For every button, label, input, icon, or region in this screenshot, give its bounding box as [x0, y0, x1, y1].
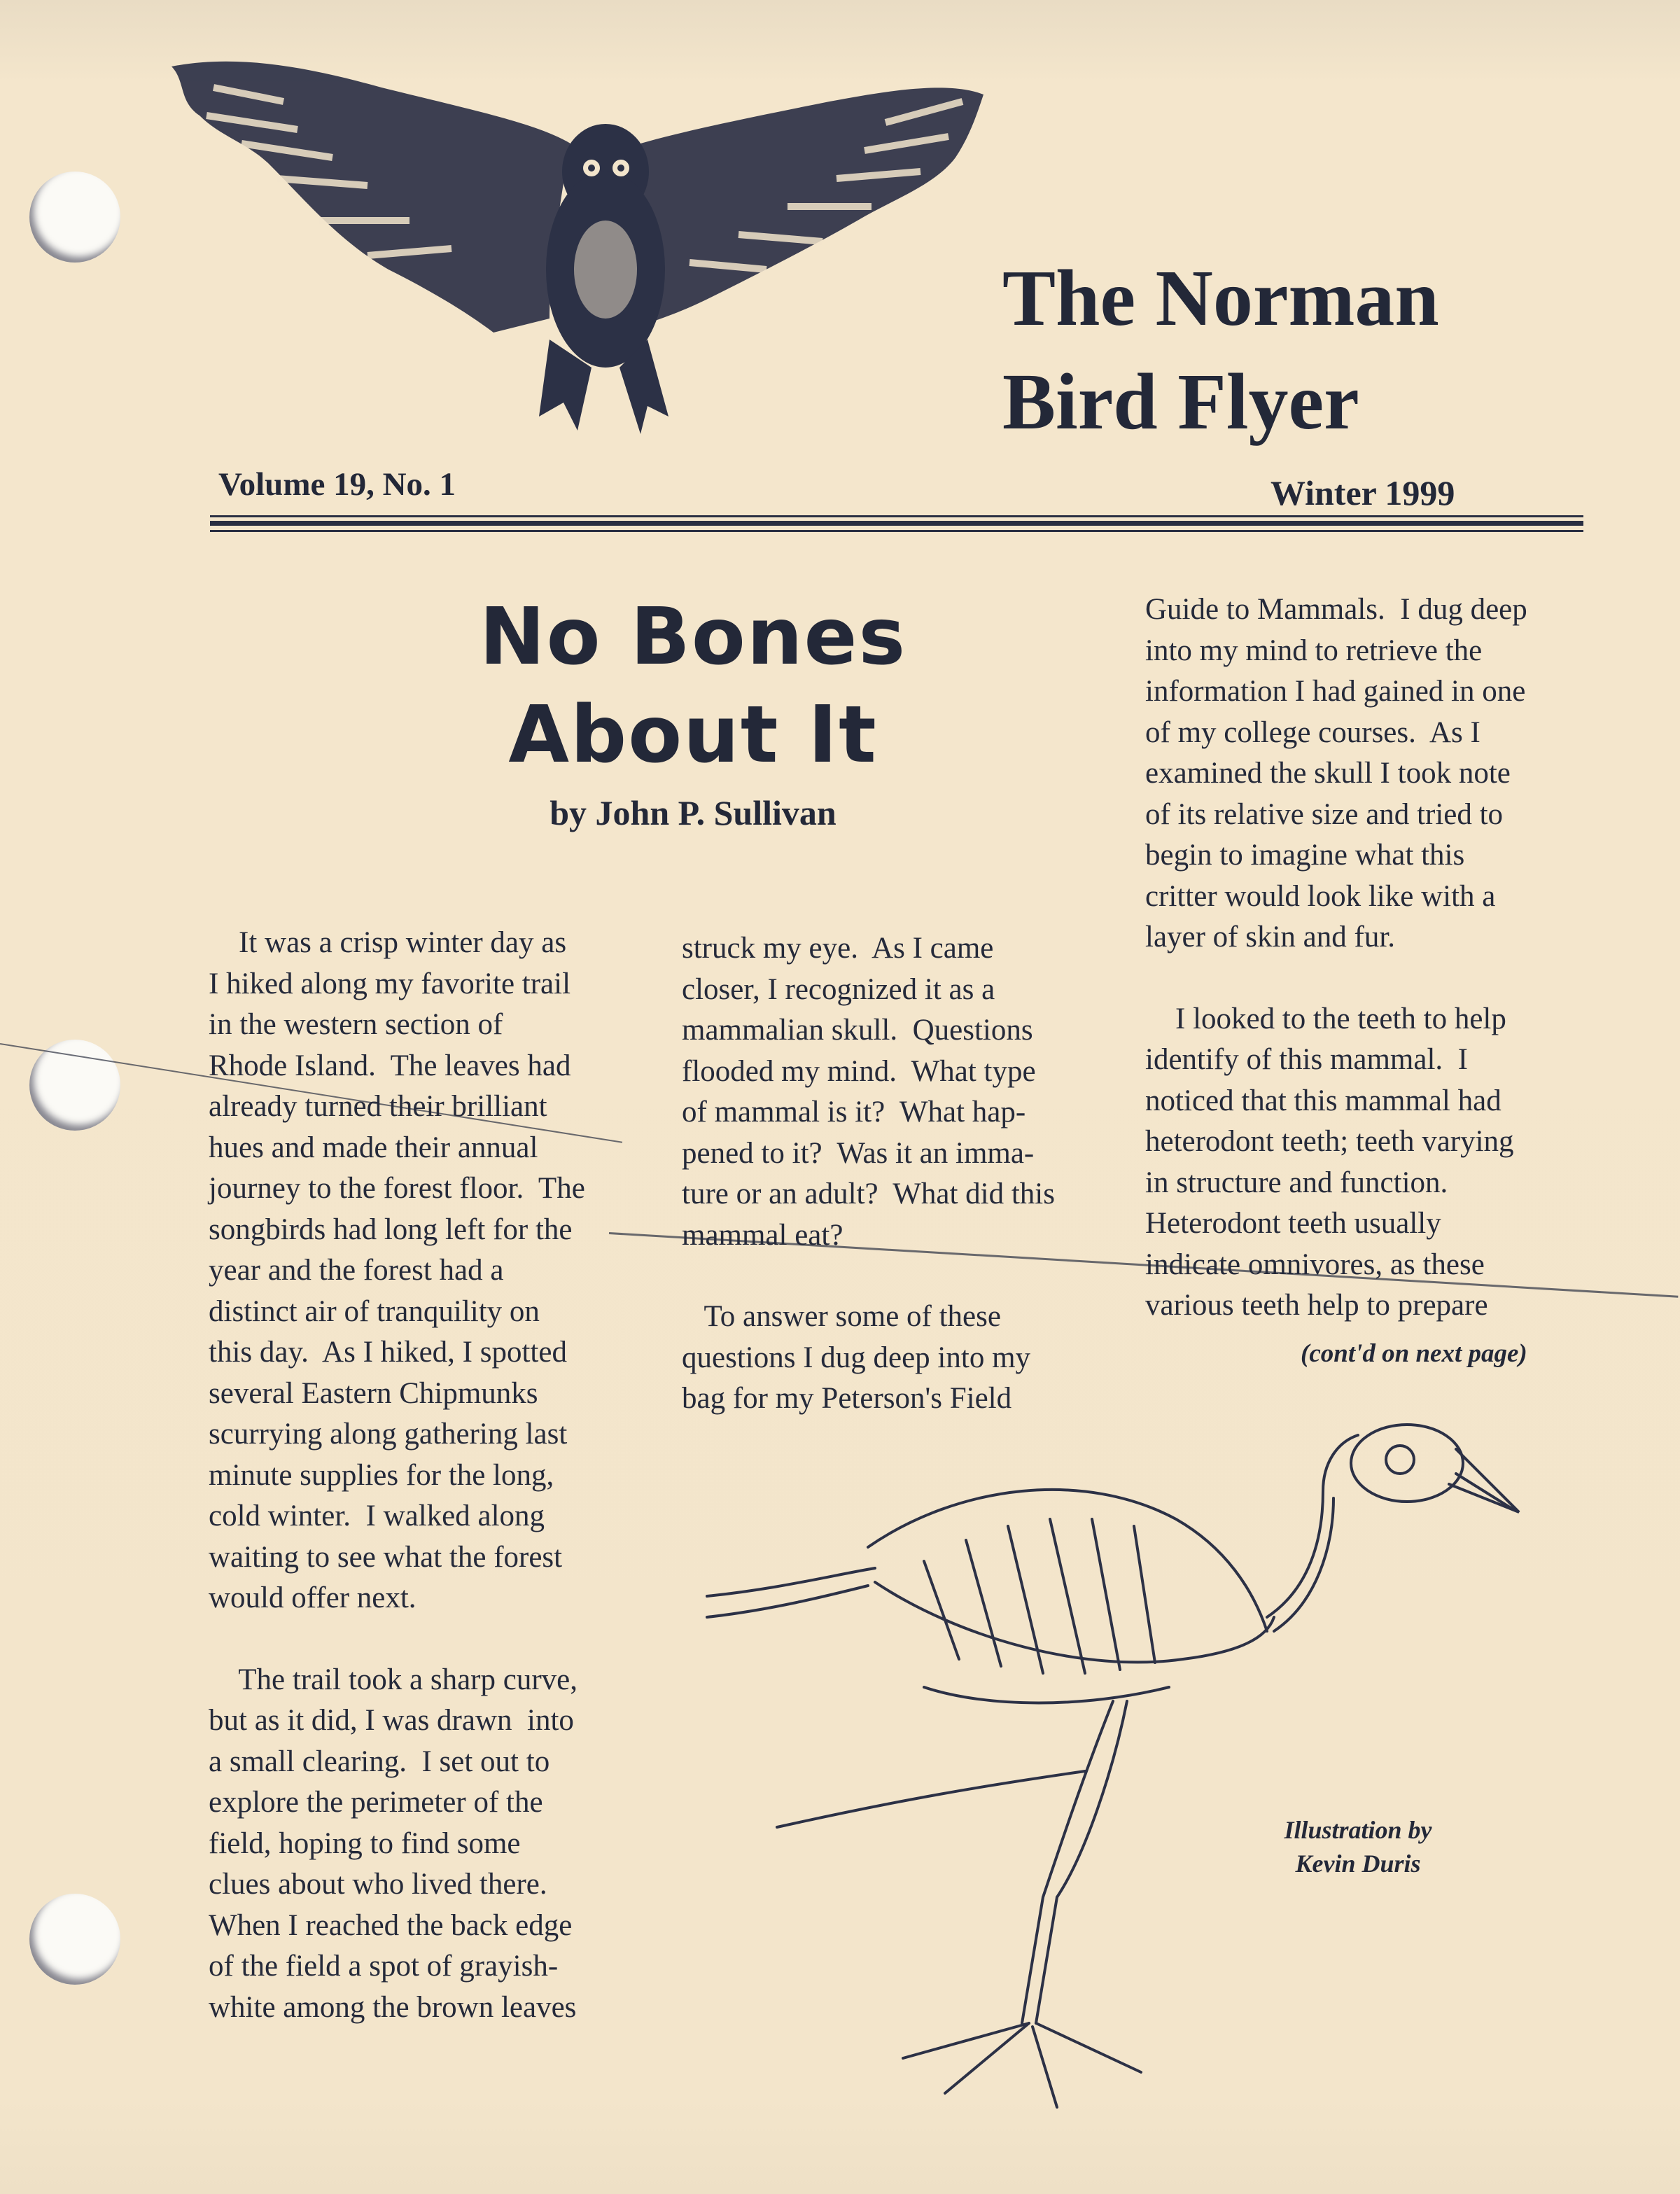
article-line: Rhode Island. The leaves had: [209, 1049, 571, 1082]
article-line: several Eastern Chipmunks: [209, 1376, 538, 1410]
article-line: into my mind to retrieve the: [1145, 634, 1483, 667]
article-line: indicate omnivores, as these: [1145, 1248, 1485, 1281]
article-line: I looked to the teeth to help: [1145, 1002, 1506, 1035]
binder-hole-bottom: [29, 1894, 120, 1985]
header-rule: [210, 521, 1583, 526]
article-line: noticed that this mammal had: [1145, 1084, 1502, 1117]
article-line: year and the forest had a: [209, 1254, 504, 1287]
illustration-credit-line1: Illustration by: [1284, 1816, 1432, 1844]
article-line: songbirds had long left for the: [209, 1213, 573, 1246]
article-line: scurrying along gathering last: [209, 1418, 568, 1451]
article-column-3: [1145, 589, 1527, 1327]
article-line: hues and made their annual: [209, 1131, 538, 1164]
article-line: in structure and function.: [1145, 1166, 1448, 1199]
article-line: Heterodont teeth usually: [1145, 1207, 1441, 1240]
article-line: journey to the forest floor. The: [209, 1172, 585, 1205]
article-line: would offer next.: [209, 1581, 416, 1614]
binder-hole-middle: [29, 1040, 120, 1131]
article-line: It was a crisp winter day as: [209, 926, 567, 959]
header-rule: [210, 515, 1583, 517]
article-headline-line1: No Bones: [479, 592, 907, 683]
illustration-credit-line2: Kevin Duris: [1295, 1850, 1421, 1878]
article-line: questions I dug deep into my: [682, 1341, 1031, 1374]
article-column-1: [209, 923, 585, 2028]
newsletter-title-line2: Bird Flyer: [1002, 357, 1359, 446]
header-rule: [210, 530, 1583, 532]
article-headline-line2: About It: [508, 690, 878, 781]
article-line: mammalian skull. Questions: [682, 1014, 1033, 1047]
article-line: ture or an adult? What did this: [682, 1178, 1055, 1210]
article-line: To answer some of these: [682, 1300, 1001, 1333]
owl-logo: [158, 39, 997, 438]
article-line: information I had gained in one: [1145, 675, 1526, 708]
article-line: examined the skull I took note: [1145, 757, 1511, 790]
article-line: Guide to Mammals. I dug deep: [1145, 593, 1527, 626]
article-line: [682, 1256, 1055, 1297]
article-line: already turned their brilliant: [209, 1090, 547, 1123]
article-line: a small clearing. I set out to: [209, 1745, 550, 1778]
article-line: this day. As I hiked, I spotted: [209, 1336, 567, 1369]
article-line: cold winter. I walked along: [209, 1500, 545, 1532]
article-line: identify of this mammal. I: [1145, 1043, 1468, 1076]
article-line: layer of skin and fur.: [1145, 921, 1396, 953]
article-line: begin to imagine what this: [1145, 839, 1465, 872]
article-line: of mammal is it? What hap-: [682, 1096, 1026, 1129]
article-line: When I reached the back edge: [209, 1908, 573, 1942]
newsletter-title-line1: The Norman: [1002, 253, 1439, 342]
article-line: of my college courses. As I: [1145, 715, 1480, 749]
article-line: closer, I recognized it as a: [682, 972, 995, 1006]
article-line: [1145, 958, 1527, 999]
article-line: waiting to see what the forest: [209, 1540, 563, 1574]
continued-note: (cont'd on next page): [1301, 1339, 1527, 1368]
article-line: struck my eye. As I came: [682, 932, 994, 965]
bird-skeleton-illustration: [693, 1407, 1533, 2114]
article-line: explore the perimeter of the: [209, 1786, 543, 1819]
article-line: of the field a spot of grayish-: [209, 1950, 559, 1983]
issue-season: Winter 1999: [1270, 473, 1455, 512]
article-line: critter would look like with a: [1145, 879, 1496, 913]
article-line: field, hoping to find some: [209, 1826, 521, 1860]
article-column-2: [682, 928, 1055, 1420]
article-line: distinct air of tranquility on: [209, 1294, 540, 1328]
article-line: flooded my mind. What type: [682, 1054, 1036, 1088]
binder-hole-top: [29, 172, 120, 263]
article-line: I hiked along my favorite trail: [209, 967, 571, 1000]
article-line: The trail took a sharp curve,: [209, 1663, 578, 1696]
article-line: of its relative size and tried to: [1145, 797, 1504, 831]
article-line: but as it did, I was drawn into: [209, 1704, 574, 1737]
article-line: in the western section of: [209, 1008, 503, 1041]
article-line: [209, 1619, 585, 1660]
volume-number: Volume 19, No. 1: [218, 466, 456, 503]
article-line: various teeth help to prepare: [1145, 1289, 1488, 1322]
article-line: minute supplies for the long,: [209, 1458, 554, 1492]
article-line: white among the brown leaves: [209, 1990, 577, 2024]
illustration-credit: [1260, 1813, 1456, 1880]
article-headline: [392, 588, 994, 784]
article-byline: by John P. Sullivan: [550, 793, 836, 832]
article-line: bag for my Peterson's Field: [682, 1382, 1012, 1415]
article-line: mammal eat?: [682, 1218, 844, 1252]
article-line: clues about who lived there.: [209, 1868, 547, 1901]
article-line: heterodont teeth; teeth varying: [1145, 1125, 1514, 1158]
newsletter-title: [1002, 246, 1439, 454]
article-line: pened to it? Was it an imma-: [682, 1136, 1035, 1170]
